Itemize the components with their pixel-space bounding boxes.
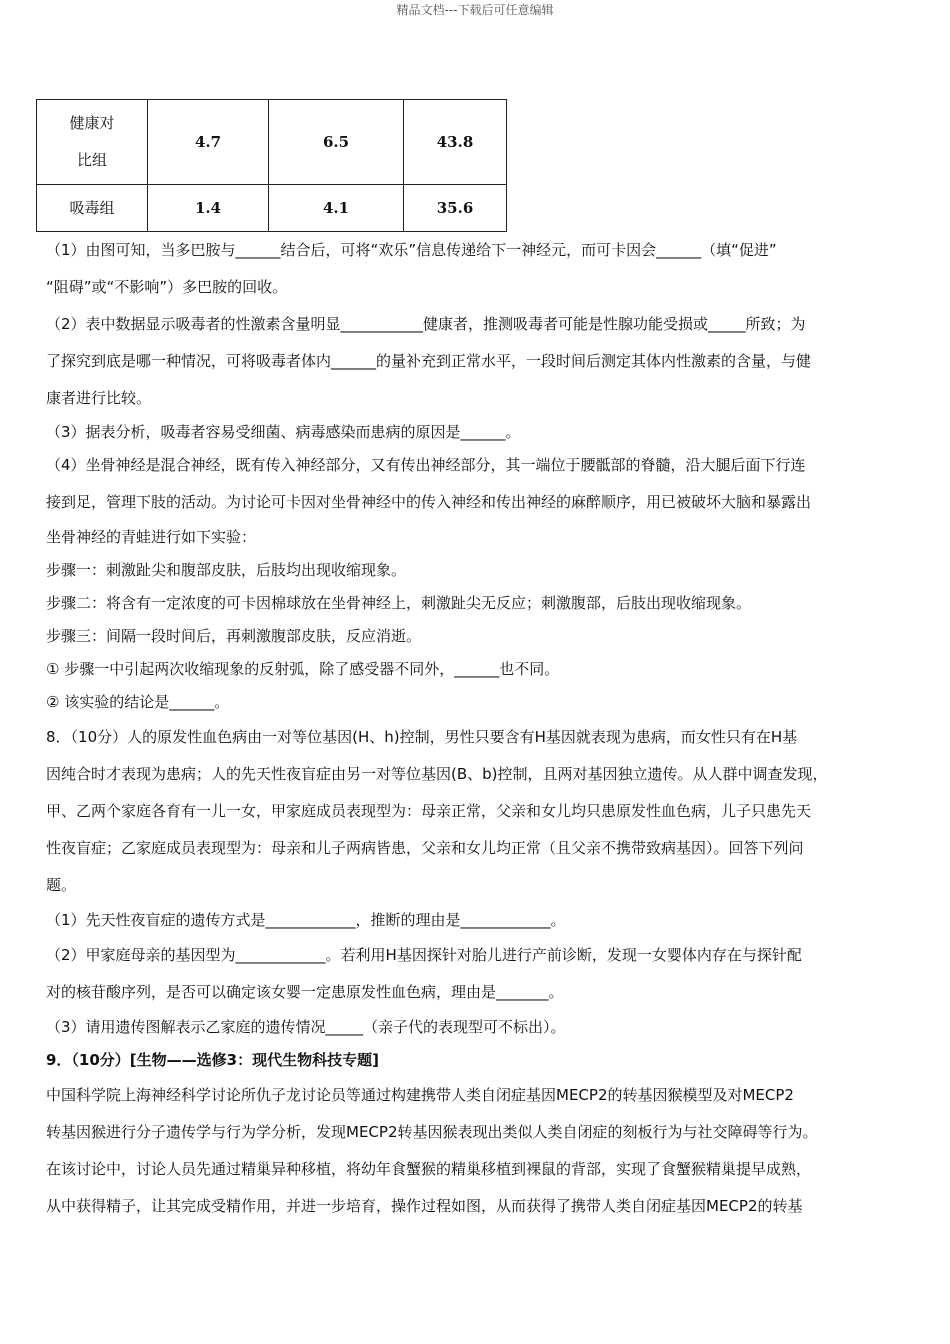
table-row [37, 100, 507, 185]
document-body [46, 232, 916, 1225]
table-cell: 6.5 [269, 100, 404, 185]
text-line: 从中获得精子，让其完成受精作用，并进一步培育，操作过程如图，从而获得了携带人类自闭症基因MECP2的转基 [46, 1197, 803, 1215]
text-line: 坐骨神经的青蛙进行如下实验： [46, 528, 257, 546]
text-line: （2）表中数据显示吸毒者的性激素含量明显___________健康者，推测吸毒者可能是性腺功能受损或_____所致；为 [46, 315, 806, 333]
text-line: （2）甲家庭母亲的基因型为____________。若利用H基因探针对胎儿进行产前诊断，发现一女婴体内存在与探针配 [46, 946, 802, 964]
text-line: 在该讨论中，讨论人员先通过精巢异种移植，将幼年食蟹猴的精巢移植到裸鼠的背部，实现了食蟹猴精巢提早成熟， [46, 1160, 812, 1178]
row-label-line: 健康对 [69, 114, 115, 132]
text-line: ② 该实验的结论是______。 [46, 693, 230, 711]
row-label: 吸毒组 [37, 185, 148, 232]
text-line: 了探究到底是哪一种情况，可将吸毒者体内______的量补充到正常水平，一段时间后测定其体内性激素的含量，与健 [46, 352, 812, 370]
text-line: 接到足，管理下肢的活动。为讨论可卡因对坐骨神经中的传入神经和传出神经的麻醉顺序，用已被破坏大脑和暴露出 [46, 493, 812, 511]
table-cell: 43.8 [404, 100, 507, 185]
text-line: 步骤一：刺激趾尖和腹部皮肤，后肢均出现收缩现象。 [46, 561, 407, 579]
table-cell: 1.4 [148, 185, 269, 232]
data-table [36, 99, 507, 232]
text-line: 康者进行比较。 [46, 389, 152, 407]
text-line: 中国科学院上海神经科学讨论所仇子龙讨论员等通过构建携带人类自闭症基因MECP2的转基因猴模型及对MECP2 [46, 1086, 794, 1104]
text-line: （4）坐骨神经是混合神经，既有传入神经部分，又有传出神经部分，其一端位于腰骶部的脊髓，沿大腿后面下行连 [46, 456, 806, 474]
text-line: 因纯合时才表现为患病；人的先天性夜盲症由另一对等位基因(B、b)控制，且两对基因独立遗传。从人群中调查发现， [46, 765, 828, 783]
text-line: 步骤二：将含有一定浓度的可卡因棉球放在坐骨神经上，刺激趾尖无反应；刺激腹部，后肢出现收缩现象。 [46, 594, 752, 612]
text-line: 题。 [46, 876, 77, 894]
text-line: “阻碍”或“不影响”）多巴胺的回收。 [46, 278, 288, 296]
text-line: 转基因猴进行分子遗传学与行为学分析，发现MECP2转基因猴表现出类似人类自闭症的刻板行为与社交障碍等行为。 [46, 1123, 818, 1141]
text-line: 8．（10分）人的原发性血色病由一对等位基因(H、h)控制，男性只要含有H基因就表现为患病，而女性只有在H基 [46, 728, 798, 746]
text-line: （1）由图可知，当多巴胺与______结合后，可将“欢乐”信息传递给下一神经元，而可卡因会______（填“促进” [46, 241, 777, 259]
table-cell: 35.6 [404, 185, 507, 232]
text-line: 性夜盲症；乙家庭成员表现型为：母亲和儿子两病皆患，父亲和女儿均正常（且父亲不携带致病基因）。回答下列问 [46, 839, 804, 857]
page-header: 精品文档---下载后可任意编辑 [396, 3, 554, 17]
table-cell: 4.1 [269, 185, 404, 232]
text-line: （1）先天性夜盲症的遗传方式是____________，推断的理由是____________。 [46, 911, 566, 929]
text-line: ① 步骤一中引起两次收缩现象的反射弧，除了感受器不同外，______也不同。 [46, 660, 560, 678]
text-line: 9．（10分）[生物——选修3：现代生物科技专题] [46, 1051, 379, 1069]
table-cell: 4.7 [148, 100, 269, 185]
text-line: 步骤三：间隔一段时间后，再刺激腹部皮肤，反应消逝。 [46, 627, 422, 645]
text-line: 甲、乙两个家庭各育有一儿一女，甲家庭成员表现型为：母亲正常，父亲和女儿均只患原发性血色病，儿子只患先天 [46, 802, 812, 820]
table-row [37, 185, 507, 232]
text-line: （3）据表分析，吸毒者容易受细菌、病毒感染而患病的原因是______。 [46, 423, 521, 441]
row-label-line: 比组 [76, 151, 107, 169]
text-line: 对的核苷酸序列，是否可以确定该女婴一定患原发性血色病，理由是_______。 [46, 983, 564, 1001]
text-line: （3）请用遗传图解表示乙家庭的遗传情况_____（亲子代的表现型可不标出）。 [46, 1018, 566, 1036]
row-label [37, 100, 148, 185]
